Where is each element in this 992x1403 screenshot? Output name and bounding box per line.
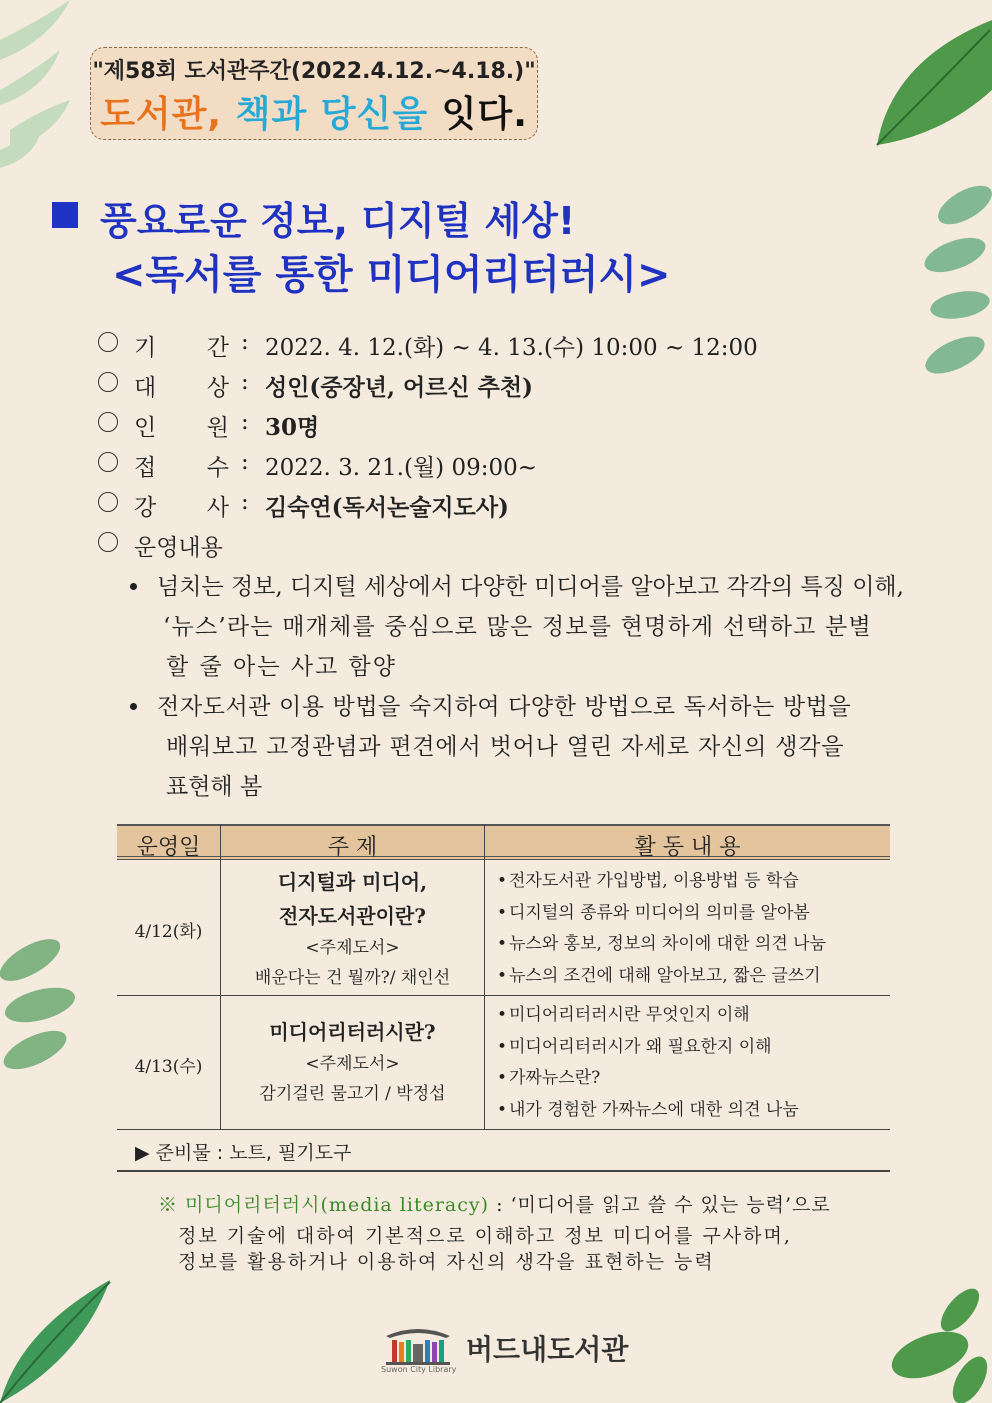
header-topic: 주 제: [327, 835, 378, 860]
info-label: 접 수: [134, 455, 229, 481]
leaf-decoration-right-middle: [905, 175, 992, 405]
info-value: 2022. 3. 21.(월) 09:00~: [265, 455, 538, 481]
info-label: 인 원: [134, 415, 229, 441]
row-divider: [117, 995, 890, 996]
info-colon: :: [241, 449, 249, 475]
circle-icon: [98, 492, 118, 512]
circle-icon: [98, 412, 118, 432]
header-activities: 활 동 내 용: [634, 835, 741, 860]
slogan-part-1: 도서관,: [100, 94, 223, 135]
program-heading: 풍요로운 정보, 디지털 세상!: [100, 199, 576, 243]
leaf-decoration-top-right: [872, 20, 992, 150]
row-date: 4/12(화): [134, 922, 203, 942]
supplies-line: ▶ 준비물 : 노트, 필기도구: [135, 1142, 352, 1164]
info-value: 2022. 4. 12.(화) ~ 4. 13.(수) 10:00 ~ 12:00: [265, 335, 758, 361]
table-header: [117, 824, 890, 860]
info-colon: :: [241, 489, 249, 515]
leaf-decoration-left-middle: [0, 930, 100, 1090]
info-colon: :: [241, 409, 249, 435]
library-week-banner: [90, 47, 538, 140]
library-name: 버드내도서관: [466, 1333, 629, 1366]
bullet-line: 할 줄 아는 사고 함양: [166, 654, 397, 680]
definition-line-3: 정보를 활용하거나 이용하여 자신의 생각을 표현하는 능력: [178, 1251, 715, 1273]
info-value: 김숙연(독서논술지도사): [265, 494, 509, 521]
definition-text: : ‘미디어를 읽고 쓸 수 있는 능력’으로: [489, 1194, 831, 1216]
event-title: "제58회 도서관주간(2022.4.12.~4.18.)": [92, 59, 536, 84]
library-logo-icon: [380, 1322, 456, 1366]
definition-line-2: 정보 기술에 대하여 기본적으로 이해하고 정보 미디어를 구사하며,: [178, 1225, 792, 1247]
bullet-dot-icon: [130, 703, 137, 710]
row-topic: 디지털과 미디어, 전자도서관이란? <주제도서> 배운다는 건 뭘까?/ 채인선: [254, 870, 451, 988]
info-label: 대 상: [134, 375, 229, 401]
row-activities: • 미디어리터러시란 무엇인지 이해 • 미디어리터러시가 왜 필요한지 이해 • 가짜뉴스란? • 내가 경험한 가짜뉴스에 대한 의견 나눔: [497, 1005, 799, 1120]
info-value: 30명: [265, 414, 320, 441]
circle-icon: [98, 532, 118, 552]
heading-square-icon: [52, 202, 78, 228]
info-label: 운영내용: [134, 535, 223, 561]
row-divider: [117, 1129, 890, 1130]
info-label: 강 사: [134, 495, 229, 521]
bullet-line: 배워보고 고정관념과 편견에서 벗어나 열린 자세로 자신의 생각을: [166, 734, 845, 760]
slogan: [91, 86, 537, 137]
header-date: 운영일: [136, 835, 201, 860]
row-activities: • 전자도서관 가입방법, 이용방법 등 학습 • 디지털의 종류와 미디어의 의미를 알아봄 • 뉴스와 홍보, 정보의 차이에 대한 의견 나눔 • 뉴스의 조건에 대해 알아보고, 짧은 글쓰기: [497, 871, 827, 986]
slogan-part-2: 책과: [235, 94, 308, 135]
leaf-decoration-bottom-right: [870, 1270, 992, 1403]
definition-term: ※ 미디어리터러시(media literacy): [158, 1194, 490, 1216]
bullet-line: 넘치는 정보, 디지털 세상에서 다양한 미디어를 알아보고 각각의 특징 이해,: [157, 574, 904, 600]
definition-line-1: [158, 1190, 831, 1217]
bullet-dot-icon: [130, 583, 137, 590]
slogan-part-4: 잇다.: [441, 94, 528, 135]
bullet-line: 표현해 봄: [166, 774, 263, 800]
leaf-decoration-bottom-left: [0, 1270, 130, 1403]
library-subtitle: Suwon City Library: [381, 1365, 457, 1374]
info-colon: :: [241, 369, 249, 395]
circle-icon: [98, 372, 118, 392]
slogan-part-3: 당신을: [320, 94, 429, 135]
prep-divider: [117, 1170, 890, 1172]
program-title: <독서를 통한 미디어리터러시>: [112, 252, 671, 298]
bullet-line: ‘뉴스’라는 매개체를 중심으로 많은 정보를 현명하게 선택하고 분별: [163, 614, 872, 640]
circle-icon: [98, 332, 118, 352]
circle-icon: [98, 452, 118, 472]
info-colon: :: [241, 329, 249, 355]
row-topic: 미디어리터러시란? <주제도서> 감기걸린 물고기 / 박정섭: [259, 1020, 446, 1104]
bullet-line: 전자도서관 이용 방법을 숙지하여 다양한 방법으로 독서하는 방법을: [157, 694, 852, 720]
info-label: 기 간: [134, 335, 229, 361]
info-value: 성인(중장년, 어르신 추천): [265, 374, 533, 401]
row-date: 4/13(수): [134, 1057, 203, 1077]
